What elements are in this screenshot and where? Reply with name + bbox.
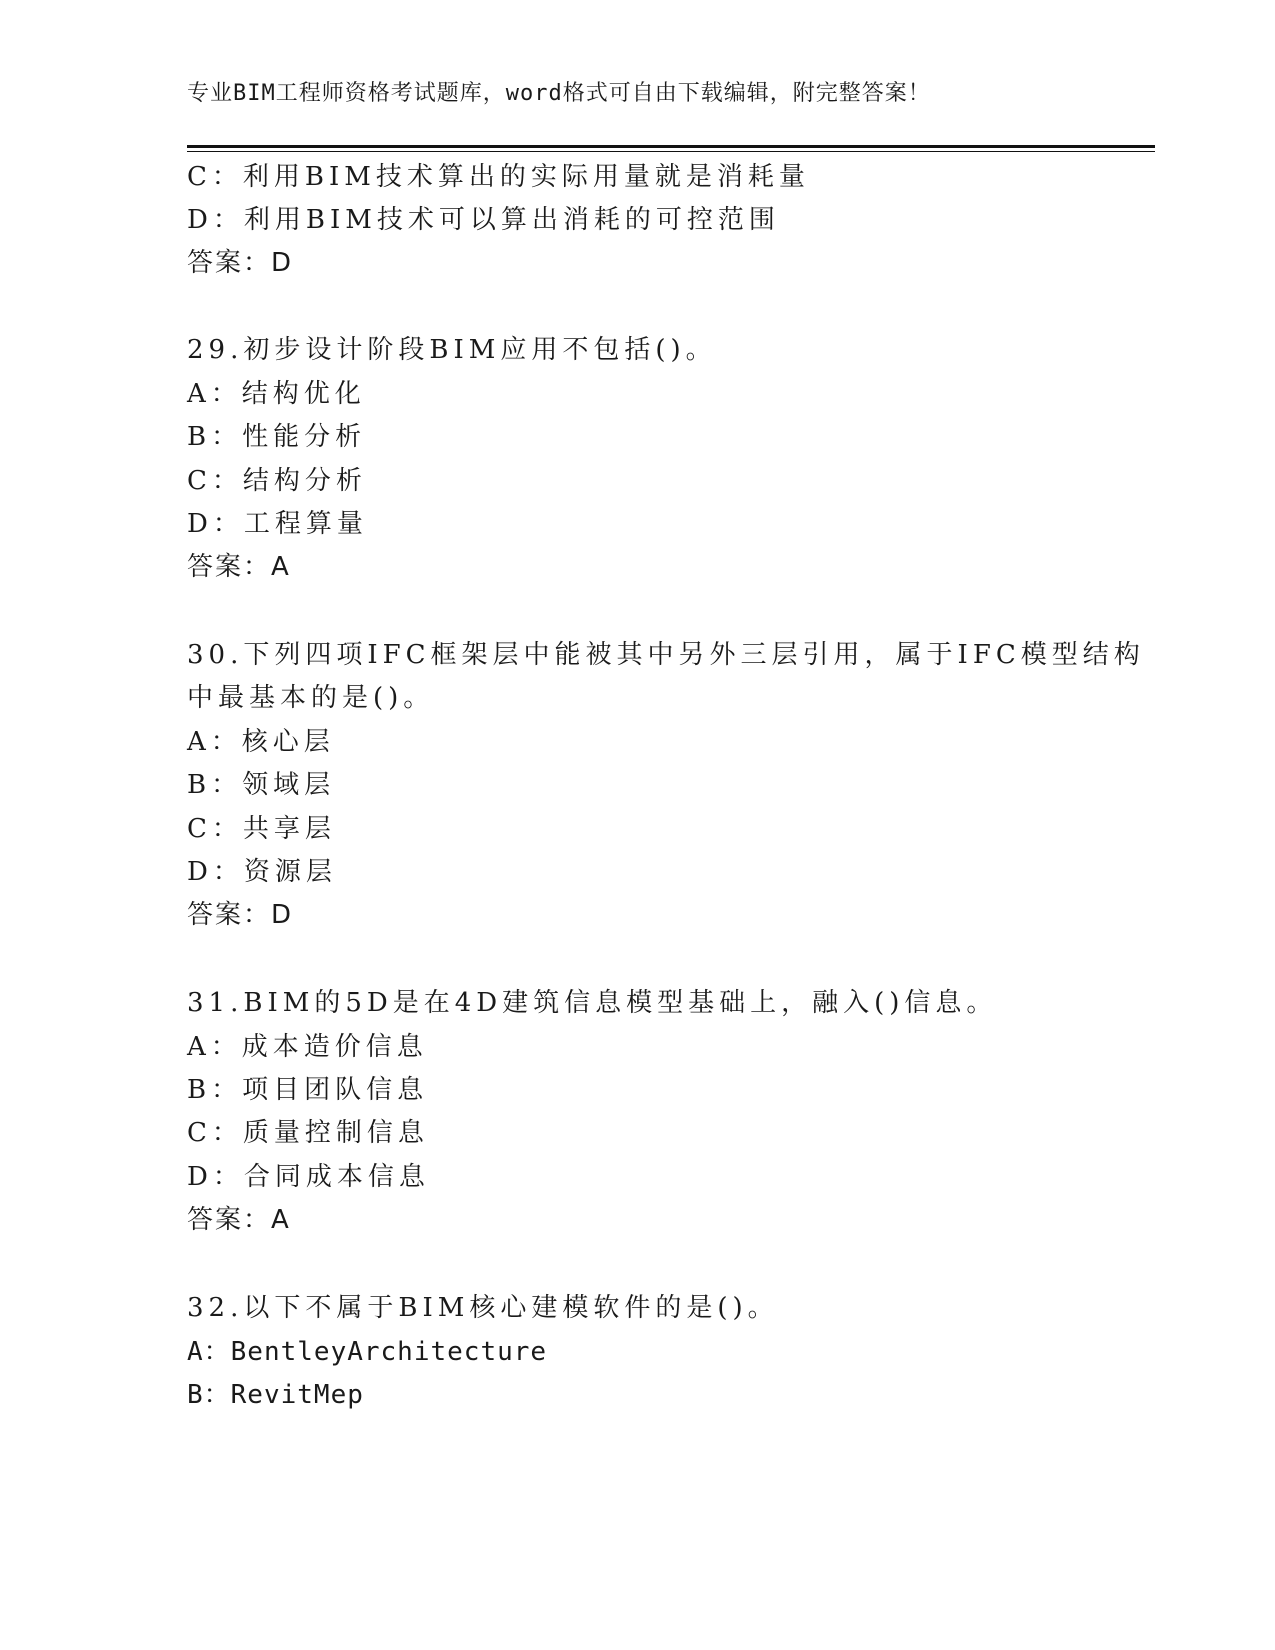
header-rule-thick	[187, 145, 1155, 148]
q29-option-b: B：性能分析	[187, 422, 367, 452]
q30-option-c: C：共享层	[187, 814, 336, 844]
q31-answer: 答案：A	[187, 1205, 291, 1235]
q30-stem-line2: 中最基本的是()。	[187, 683, 435, 713]
prev-answer: 答案：D	[187, 248, 294, 278]
q30-option-b: B：领域层	[187, 770, 336, 800]
q32-option-b: B：RevitMep	[187, 1380, 364, 1410]
q30-answer: 答案：D	[187, 900, 294, 930]
q31-option-b: B：项目团队信息	[187, 1075, 429, 1105]
q31-stem: 31.BIM的5D是在4D建筑信息模型基础上，融入()信息。	[187, 988, 998, 1018]
q31-option-c: C：质量控制信息	[187, 1118, 429, 1148]
page-header: 专业BIM工程师资格考试题库，word格式可自由下载编辑，附完整答案！	[187, 81, 931, 106]
q30-option-a: A：核心层	[187, 727, 335, 757]
q32-option-a: A：BentleyArchitecture	[187, 1337, 548, 1367]
q29-answer: 答案：A	[187, 552, 291, 582]
q30-option-d: D：资源层	[187, 857, 337, 887]
q30-stem-line1: 30.下列四项IFC框架层中能被其中另外三层引用，属于IFC模型结构	[187, 640, 1145, 670]
header-rule-thin	[187, 151, 1155, 152]
q31-option-a: A：成本造价信息	[187, 1032, 428, 1062]
q32-stem: 32.以下不属于BIM核心建模软件的是()。	[187, 1293, 779, 1323]
q31-option-d: D：合同成本信息	[187, 1162, 430, 1192]
q29-option-d: D：工程算量	[187, 509, 368, 539]
prev-option-d: D：利用BIM技术可以算出消耗的可控范围	[187, 205, 780, 235]
q29-option-a: A：结构优化	[187, 379, 366, 409]
prev-option-c: C：利用BIM技术算出的实际用量就是消耗量	[187, 162, 810, 192]
q29-stem: 29.初步设计阶段BIM应用不包括()。	[187, 335, 717, 365]
q29-option-c: C：结构分析	[187, 466, 367, 496]
